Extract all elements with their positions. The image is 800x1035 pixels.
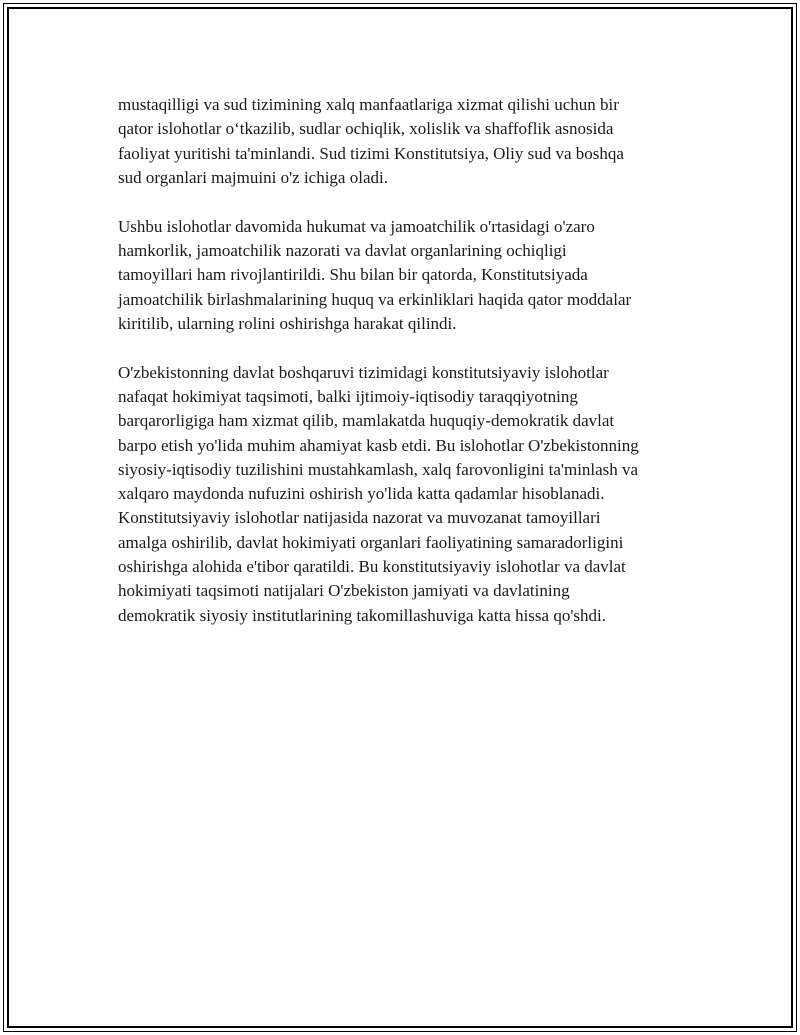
text-line: siyosiy-iqtisodiy tuzilishini mustahkamlash, xalq farovonligini ta'minlash va — [118, 459, 639, 479]
text-line: hokimiyati taqsimoti natijalari O'zbekiston jamiyati va davlatining — [118, 581, 570, 601]
text-line: kiritilib, ularning rolini oshirishga harakat qilindi. — [118, 313, 457, 333]
text-line: qator islohotlar o‘tkazilib, sudlar ochiqlik, xolislik va shaffoflik asnosida — [118, 119, 614, 139]
text-line: jamoatchilik birlashmalarining huquq va erkinliklari haqida qator moddalar — [118, 289, 632, 309]
text-line: tamoyillari ham rivojlantirildi. Shu bilan bir qatorda, Konstitutsiyada — [118, 265, 588, 285]
text-line: hamkorlik, jamoatchilik nazorati va davlat organlarining ochiqligi — [118, 240, 567, 260]
text-line: barpo etish yo'lida muhim ahamiyat kasb etdi. Bu islohotlar O'zbekistonning — [118, 435, 639, 455]
text-line: Ushbu islohotlar davomida hukumat va jamoatchilik o'rtasidagi o'zaro — [118, 216, 595, 236]
document-body — [118, 93, 698, 652]
text-line: O'zbekistonning davlat boshqaruvi tizimidagi konstitutsiyaviy islohotlar — [118, 362, 609, 382]
paragraph-1 — [118, 93, 698, 190]
text-line: sud organlari majmuini o'z ichiga oladi. — [118, 167, 388, 187]
text-line: nafaqat hokimiyat taqsimoti, balki ijtimoiy-iqtisodiy taraqqiyotning — [118, 386, 578, 406]
text-line: demokratik siyosiy institutlarining takomillashuviga katta hissa qo'shdi. — [118, 605, 606, 625]
text-line: Konstitutsiyaviy islohotlar natijasida nazorat va muvozanat tamoyillari — [118, 508, 601, 528]
paragraph-2 — [118, 215, 698, 336]
text-line: barqarorligiga ham xizmat qilib, mamlakatda huquqiy-demokratik davlat — [118, 411, 615, 431]
text-line: mustaqilligi va sud tizimining xalq manfaatlariga xizmat qilishi uchun bir — [118, 95, 619, 114]
text-line: oshirishga alohida e'tibor qaratildi. Bu konstitutsiyaviy islohotlar va davlat — [118, 557, 626, 577]
text-line: amalga oshirilib, davlat hokimiyati organlari faoliyatining samaradorligini — [118, 532, 624, 552]
text-line: faoliyat yuritishi ta'minlandi. Sud tizimi Konstitutsiya, Oliy sud va boshqa — [118, 143, 624, 163]
paragraph-3 — [118, 361, 698, 628]
text-line: xalqaro maydonda nufuzini oshirish yo'lida katta qadamlar hisoblanadi. — [118, 484, 605, 504]
